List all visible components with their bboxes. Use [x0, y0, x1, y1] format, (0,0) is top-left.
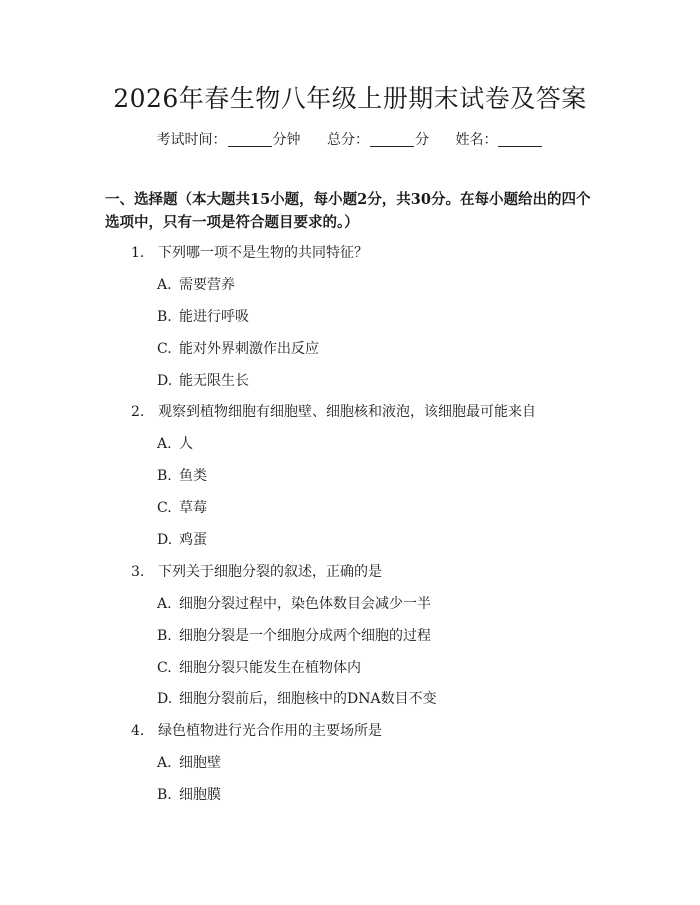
option-text: 人 — [179, 436, 193, 452]
question-1-option-a — [157, 275, 235, 295]
question-number: 1. — [131, 245, 145, 261]
option-letter: C. — [157, 500, 172, 516]
option-letter: B. — [157, 309, 172, 325]
question-1-option-d — [157, 371, 249, 391]
option-letter: C. — [157, 660, 172, 676]
option-text: 细胞膜 — [179, 787, 221, 803]
question-number: 3. — [131, 564, 145, 580]
total-score-unit: 分 — [415, 132, 429, 148]
question-3-option-a — [157, 594, 431, 614]
question-1 — [131, 243, 368, 263]
exam-time-field — [157, 130, 301, 150]
option-text: 能对外界刺激作出反应 — [179, 341, 319, 357]
question-1-option-b — [157, 307, 249, 327]
option-letter: A. — [157, 755, 172, 771]
option-letter: A. — [157, 596, 172, 612]
section-heading: 一、选择题（本大题共15小题，每小题2分，共30分。在每小题给出的四个选项中，只有一项是符合题目要求的。） — [105, 191, 591, 231]
question-text: 观察到植物细胞有细胞壁、细胞核和液泡，该细胞最可能来自 — [158, 404, 536, 420]
question-1-option-c — [157, 339, 319, 359]
question-3-option-c — [157, 658, 361, 678]
question-3-option-b — [157, 626, 431, 646]
option-text: 鱼类 — [179, 468, 207, 484]
question-text: 下列哪一项不是生物的共同特征？ — [158, 245, 368, 261]
total-score-blank — [370, 132, 414, 147]
question-2-option-b — [157, 466, 207, 486]
option-text: 细胞分裂只能发生在植物体内 — [179, 660, 361, 676]
student-name-field — [455, 130, 543, 150]
option-letter: B. — [157, 628, 172, 644]
total-score-label: 总分： — [327, 132, 369, 148]
question-2 — [131, 402, 536, 422]
option-letter: D. — [157, 532, 173, 548]
exam-time-blank — [228, 132, 272, 147]
question-2-option-d — [157, 530, 207, 550]
option-text: 能无限生长 — [179, 373, 249, 389]
student-name-blank — [498, 132, 542, 147]
question-3-option-d — [157, 689, 437, 709]
student-name-label: 姓名： — [455, 132, 498, 148]
option-text: 能进行呼吸 — [179, 309, 249, 325]
question-text: 下列关于细胞分裂的叙述，正确的是 — [158, 564, 382, 580]
question-3 — [131, 562, 382, 582]
option-letter: A. — [157, 277, 172, 293]
question-2-option-c — [157, 498, 207, 518]
option-text: 细胞分裂前后，细胞核中的DNA数目不变 — [179, 691, 437, 707]
option-text: 需要营养 — [179, 277, 235, 293]
option-letter: A. — [157, 436, 172, 452]
question-number: 2. — [131, 404, 145, 420]
option-text: 细胞分裂是一个细胞分成两个细胞的过程 — [179, 628, 431, 644]
question-4-option-b — [157, 785, 221, 805]
exam-time-unit: 分钟 — [272, 132, 301, 148]
option-text: 鸡蛋 — [179, 532, 207, 548]
total-score-field — [327, 130, 429, 150]
option-letter: D. — [157, 373, 173, 389]
exam-time-label: 考试时间： — [156, 132, 227, 148]
question-4 — [131, 721, 382, 741]
option-text: 草莓 — [179, 500, 207, 516]
exam-info-line — [0, 130, 700, 150]
page-title: 2026年春生物八年级上册期末试卷及答案 — [113, 84, 587, 113]
option-letter: C. — [157, 341, 172, 357]
question-2-option-a — [157, 434, 193, 454]
option-text: 细胞分裂过程中，染色体数目会减少一半 — [179, 596, 431, 612]
option-letter: B. — [157, 468, 172, 484]
question-number: 4. — [131, 723, 145, 739]
question-text: 绿色植物进行光合作用的主要场所是 — [158, 723, 382, 739]
question-4-option-a — [157, 753, 221, 773]
option-letter: B. — [157, 787, 172, 803]
option-text: 细胞壁 — [179, 755, 221, 771]
option-letter: D. — [157, 691, 173, 707]
